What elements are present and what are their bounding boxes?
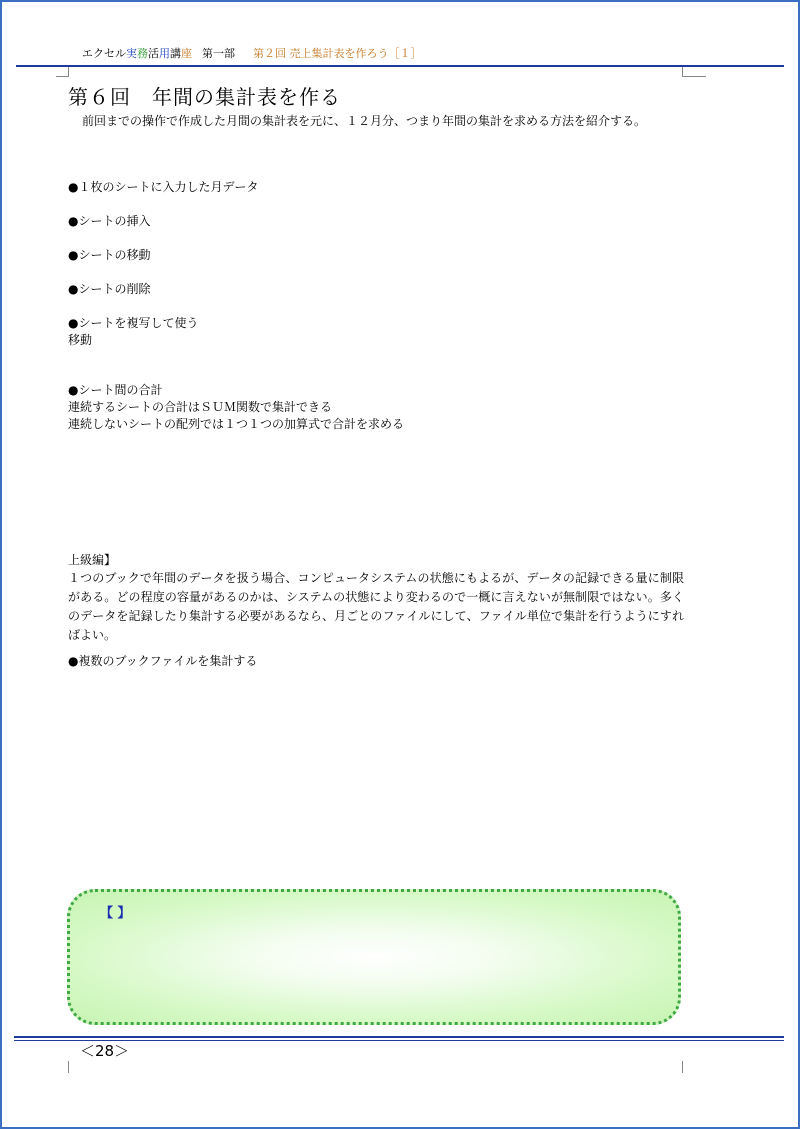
header-series-f: 講 — [170, 47, 181, 60]
bullet-item: ●１枚のシートに入力した月データ — [68, 180, 259, 194]
header-series-b: 実 — [126, 47, 137, 60]
crop-mark — [68, 67, 69, 77]
header-series-a: エクセル — [82, 47, 126, 60]
bullet-subitem: 連続するシートの合計はＳＵＭ関数で集計できる — [68, 400, 333, 414]
crop-mark — [56, 76, 68, 77]
header-series-c: 務 — [137, 47, 148, 60]
bullet-item: ●シートを複写して使う — [68, 316, 199, 330]
bullet-subitem: 移動 — [68, 333, 93, 347]
header-chapter: 第２回 売上集計表を作ろう［１］ — [253, 47, 422, 60]
bullet-subitem: 連続しないシートの配列では１つ１つの加算式で合計を求める — [68, 417, 405, 431]
header-rule — [16, 65, 784, 67]
crop-mark — [682, 76, 706, 77]
crop-mark — [68, 1061, 69, 1073]
advanced-heading: 上級編】 — [68, 553, 117, 567]
bullet-item: ●シートの挿入 — [68, 214, 151, 228]
crop-mark — [682, 1061, 683, 1073]
page-title: 第６回 年間の集計表を作る — [68, 85, 341, 109]
footer-rule — [14, 1036, 784, 1038]
intro-text: 前回までの操作で作成した月間の集計表を元に、１２月分、つまり年間の集計を求める方法を紹介する。 — [82, 114, 647, 128]
note-bracket: 【 】 — [100, 906, 131, 921]
note-box — [67, 889, 681, 1025]
header-series-e: 用 — [159, 47, 170, 60]
header-series-d: 活 — [148, 47, 159, 60]
bullet-item: ●シートの移動 — [68, 248, 151, 262]
advanced-paragraph: １つのブックで年間のデータを扱う場合、コンピュータシステムの状態にもよるが、データの記録できる量に制限がある。どの程度の容量があるのかは、システムの状態により変わるので一概に言えないが無制限ではない。多くのデータを記録したり集計する必要があるなら、月ごとのファイルにして、ファイル単位で集計を行うようにすればよい。 — [68, 571, 684, 642]
page-number: ＜28＞ — [80, 1042, 130, 1060]
running-header — [82, 45, 422, 61]
bullet-item: ●シートの削除 — [68, 282, 151, 296]
header-series-g: 座 — [181, 47, 192, 60]
header-part: 第一部 — [202, 47, 235, 60]
bullet-item: ●複数のブックファイルを集計する — [68, 654, 258, 668]
footer-rule — [14, 1040, 784, 1041]
bullet-item: ●シート間の合計 — [68, 383, 163, 397]
